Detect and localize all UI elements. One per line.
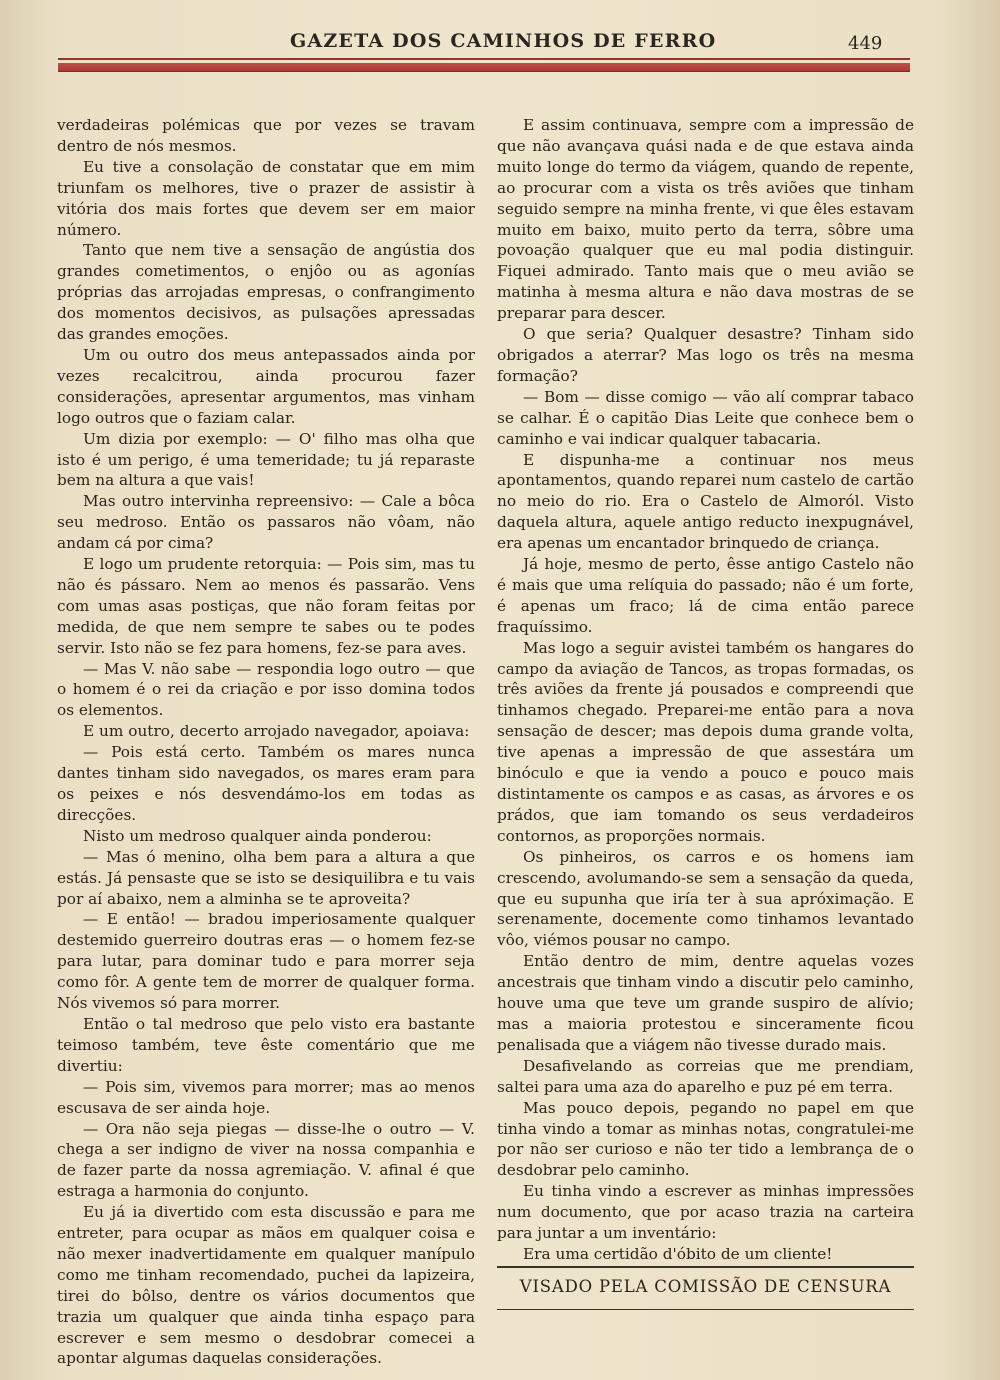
right-column [497,115,914,1265]
page-number: 449 [848,33,883,54]
paragraph: — Ora não seja piegas — disse-lhe o outro — V. chega a ser indigno de viver na nossa companhia e de fazer parte da nossa agremiação. V. afinal é que estraga a harmonia do conjunto. [57,1119,475,1201]
paragraph: Mas pouco depois, pegando no papel em que tinha vindo a tomar as minhas notas, congratulei-me por não ser curioso e não ter tido a lembrança de o desdobrar pelo caminho. [497,1098,914,1180]
censorship-note: VISADO PELA COMISSÃO DE CENSURA [519,1277,892,1296]
header-thin-rule [58,58,910,60]
paragraph: Um ou outro dos meus antepassados ainda por vezes recalcitrou, ainda procurou fazer considerações, apresentar argumentos, mas vinham logo outros que o faziam calar. [57,345,475,427]
paragraph: E dispunha-me a continuar nos meus apontamentos, quando reparei num castelo de cartão no meio do rio. Era o Castelo de Almoról. Visto daquela altura, aquele antigo reducto inexpugnável, era apenas um encantador brinquedo de criança. [497,450,914,553]
page-header [58,30,910,58]
paragraph: — Pois sim, vivemos para morrer; mas ao menos escusava de ser ainda hoje. [57,1077,475,1117]
paragraph: Eu já ia divertido com esta discussão e para me entreter, para ocupar as mãos em qualquer coisa e não mexer inadvertidamente em qualquer manípulo como me tinham recomendado, puchei da lapizeira, tirei do bôlso, dentre os vários documentos que trazia um qualquer que ainda tinha espaço para escrever e sem mesmo o desdobrar comecei a apontar algumas daquelas considerações. [57,1203,475,1368]
paragraph: Tanto que nem tive a sensação de angústia dos grandes cometimentos, o enjôo ou as agonías próprias das arrojadas empresas, o confrangimento dos momentos decisivos, as pulsações apressadas das grandes emoções. [57,241,475,344]
paragraph: Já hoje, mesmo de perto, êsse antigo Castelo não é mais que uma relíquia do passado; não é um forte, é apenas um fraco; lá de cima então parece fraquíssimo. [497,555,914,636]
paragraph: Era uma certidão d'óbito de um cliente! [523,1244,833,1263]
left-column [57,115,475,1369]
paragraph: E um outro, decerto arrojado navegador, apoiava: [83,722,470,741]
paragraph: Eu tinha vindo a escrever as minhas impressões num documento, que por acaso trazia na carteira para juntar a um inventário: [497,1182,914,1243]
paragraph: Desafivelando as correias que me prendiam, saltei para uma aza do aparelho e puz pé em terra. [497,1056,914,1096]
paragraph: Então dentro de mim, dentre aquelas vozes ancestrais que tinham vindo a discutir pelo caminho, houve uma que teve um grande suspiro de alívio; mas a maioria protestou e sinceramente ficou penalisada que a viágem não tivesse durado mais. [497,952,914,1054]
paragraph: — E então! — bradou imperiosamente qualquer destemido guerreiro doutras eras — o homem fez-se para lutar, para dominar tudo e para morrer seja como fôr. A gente tem de morrer de qualquer forma. Nós vivemos só para morrer. [57,910,475,1013]
paragraph: O que seria? Qualquer desastre? Tinham sido obrigados a aterrar? Mas logo os três na mesma formação? [497,325,914,385]
paragraph: — Mas ó menino, olha bem para a altura a que estás. Já pensaste que se isto se desiquilibra e tu vais por aí abaixo, nem a alminha se te aproveita? [57,847,475,908]
paragraph: Mas outro intervinha repreensivo: — Cale a bôca seu medroso. Então os passaros não vôam, não andam cá por cima? [57,492,475,553]
paragraph: Nisto um medroso qualquer ainda ponderou: [83,826,432,845]
paragraph: Um dizia por exemplo: — O' filho mas olha que isto é um perigo, é uma temeridade; tu já reparaste bem na altura a que vais! [57,429,475,490]
paragraph: verdadeiras polémicas que por vezes se travam dentro de nós mesmos. [57,116,475,155]
paragraph: — Pois está certo. Também os mares nunca dantes tinham sido navegados, os mares eram para os peixes e nós desvendámo-los em todas as direcções. [57,743,475,824]
header-red-rule [58,63,910,72]
footer-top-rule [497,1266,914,1268]
paragraph: Então o tal medroso que pelo visto era bastante teimoso também, teve êste comentário que me divertiu: [57,1014,475,1075]
paragraph: E logo um prudente retorquia: — Pois sim, mas tu não és pássaro. Nem ao menos és passarão. Vens com umas asas postiças, que não foram feitas por medida, de que nem sempre te sabes ou te podes servir. Isto não se fez para homens, fez-se para aves. [57,555,475,657]
paragraph: Os pinheiros, os carros e os homens iam crescendo, avolumando-se sem a sensação da queda, que eu supunha que iría ter à sua apróximação. E serenamente, docemente como tinhamos levantado vôo, viémos pousar no campo. [497,847,914,950]
paragraph: E assim continuava, sempre com a impressão de que não avançava quási nada e de que estava ainda muito longe do termo da viágem, quando de repente, ao procurar com a vista os três aviões que tinham seguido sempre na minha frente, vi que êles estavam muito em baixo, muito perto da terra, sôbre uma povoação qualquer que eu mal podia distinguir. Fiquei admirado. Tanto mais que o meu avião se matinha à mesma altura e não dava mostras de se preparar para descer. [497,116,914,323]
footer-bottom-rule [497,1309,914,1310]
paragraph: — Bom — disse comigo — vão alí comprar tabaco se calhar. É o capitão Dias Leite que conhece bem o caminho e vai indicar qualquer tabacaria. [497,387,914,448]
paragraph: Mas logo a seguir avistei também os hangares do campo da aviação de Tancos, as tropas formadas, os três aviões da frente já pousados e compreendi que tinhamos chegado. Preparei-me então para a nova sensação de descer; mas depois duma grande volta, tive apenas a impressão de que assestára um binóculo e que ia vendo a pouco e pouco mais distintamente os campos e as casas, as árvores e os prádos, que iam tomando os seus verdadeiros contornos, as proporções normais. [497,638,914,845]
paragraph: — Mas V. não sabe — respondia logo outro — que o homem é o rei da criação e por isso domina todos os elementos. [57,659,475,720]
journal-title: GAZETA DOS CAMINHOS DE FERRO [290,30,717,52]
paragraph: Eu tive a consolação de constatar que em mim triunfam os melhores, tive o prazer de assistir à vitória dos mais fortes que devem ser em maior número. [57,157,475,239]
